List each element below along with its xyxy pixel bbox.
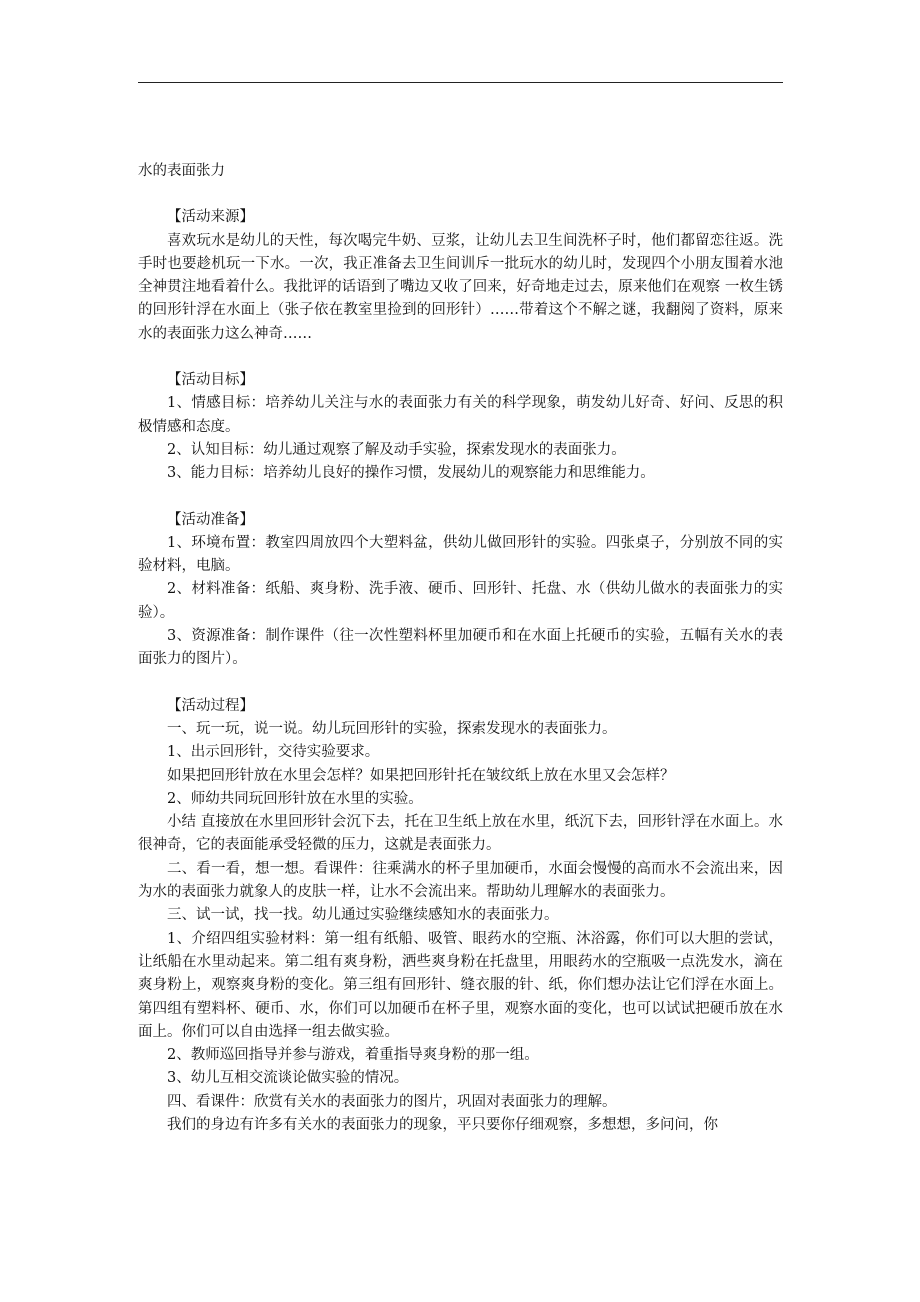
section-heading: 【活动目标】 <box>167 372 254 389</box>
paragraph: 1、出示回形针，交待实验要求。 <box>167 744 380 761</box>
section-activity-goals <box>138 369 783 485</box>
paragraph: 1、情感目标：培养幼儿关注与水的表面张力有关的科学现象，萌发幼儿好奇、好问、反思的积极情感和态度。 <box>138 395 783 435</box>
header-rule <box>138 82 783 83</box>
section-heading: 【活动准备】 <box>167 511 254 528</box>
paragraph: 一、玩一玩，说一说。幼儿玩回形针的实验，探索发现水的表面张力。 <box>167 720 617 737</box>
section-heading: 【活动来源】 <box>167 209 254 226</box>
paragraph: 3、幼儿互相交流谈论做实验的情况。 <box>167 1070 409 1087</box>
paragraph: 二、看一看，想一想。看课件：往乘满水的杯子里加硬币，水面会慢慢的高而水不会流出来，因为水的表面张力就象人的皮肤一样，让水不会流出来。帮助幼儿理解水的表面张力。 <box>138 860 783 901</box>
paragraph: 我们的身边有许多有关水的表面张力的现象，平只要你仔细观察，多想想，多问问，你 <box>167 1116 718 1133</box>
paragraph: 3、资源准备：制作课件（往一次性塑料杯里加硬币和在水面上托硬币的实验，五幅有关水的表面张力的图片）。 <box>138 628 783 668</box>
section-activity-process <box>138 695 783 1138</box>
paragraph: 喜欢玩水是幼儿的天性，每次喝完牛奶、豆浆，让幼儿去卫生间洗杯子时，他们都留恋往返。洗手时也要趁机玩一下水。一次，我正准备去卫生间训斥一批玩水的幼儿时，发现四个小朋友围着水池全神贯注地看着什么。我批评的话语到了嘴边又收了回来，好奇地走过去，原来他们在观察 一枚生锈的回形针浮在水面上（张子依在教室里捡到的回形针）……带着这个不解之谜，我翻阅了资料，原来水的表面张力这么神奇…… <box>138 232 783 342</box>
paragraph: 2、师幼共同玩回形针放在水里的实验。 <box>167 790 423 807</box>
paragraph: 1、环境布置：教室四周放四个大塑料盆，供幼儿做回形针的实验。四张桌子，分别放不同的实验材料，电脑。 <box>138 534 783 575</box>
paragraph: 小结 直接放在水里回形针会沉下去，托在卫生纸上放在水里，纸沉下去，回形针浮在水面上。水很神奇，它的表面能承受轻微的压力，这就是表面张力。 <box>138 814 783 854</box>
paragraph: 四、看课件：欣赏有关水的表面张力的图片，巩固对表面张力的理解。 <box>167 1093 617 1110</box>
paragraph: 2、教师巡回指导并参与游戏，着重指导爽身粉的那一组。 <box>167 1047 539 1064</box>
paragraph: 三、试一试，找一找。幼儿通过实验继续感知水的表面张力。 <box>167 907 559 924</box>
section-activity-preparation <box>138 509 783 672</box>
section-activity-source <box>138 206 783 346</box>
paragraph: 2、认知目标：幼儿通过观察了解及动手实验，探索发现水的表面张力。 <box>167 441 626 458</box>
document-title: 水的表面张力 <box>138 163 225 179</box>
paragraph: 3、能力目标：培养幼儿良好的操作习惯，发展幼儿的观察能力和思维能力。 <box>167 465 655 482</box>
section-heading: 【活动过程】 <box>167 697 254 714</box>
document-body <box>138 160 783 1160</box>
paragraph: 1、介绍四组实验材料：第一组有纸船、吸管、眼药水的空瓶、沐浴露，你们可以大胆的尝试，让纸船在水里动起来。第二组有爽身粉，洒些爽身粉在托盘里，用眼药水的空瓶吸一点洗发水，滴在爽身粉上，观察爽身粉的变化。第三组有回形针、缝衣服的针、纸，你们想办法让它们浮在水面上。第四组有塑料杯、硬币、水，你们可以加硬币在杯子里，观察水面的变化，也可以试试把硬币放在水面上。你们可以自由选择一组去做实验。 <box>138 930 783 1040</box>
paragraph: 如果把回形针放在水里会怎样？如果把回形针托在皱纹纸上放在水里又会怎样？ <box>167 767 675 784</box>
paragraph: 2、材料准备：纸船、爽身粉、洗手液、硬币、回形针、托盘、水（供幼儿做水的表面张力的实验）。 <box>138 581 783 621</box>
